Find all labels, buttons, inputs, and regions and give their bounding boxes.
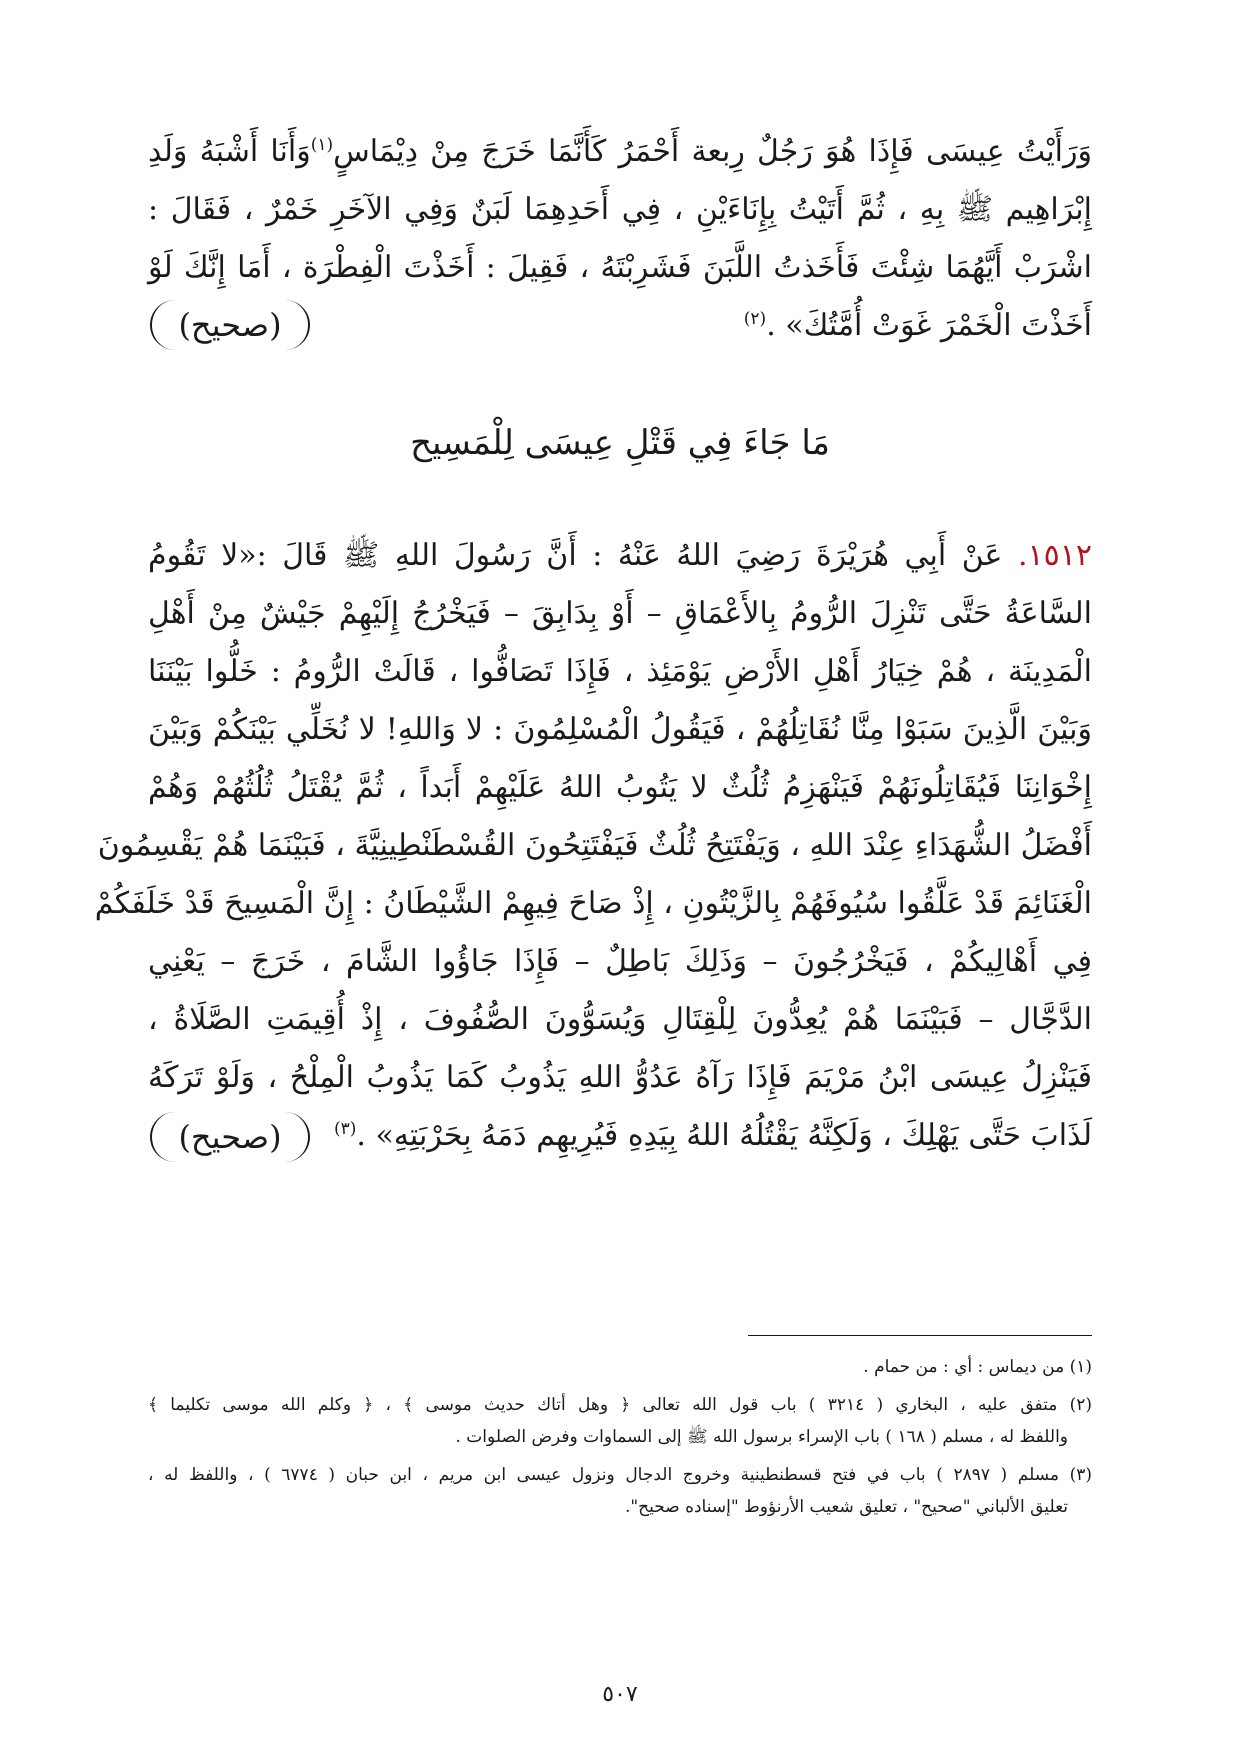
text-line: أَفْضَلُ الشُّهَدَاءِ عِنْدَ اللهِ ، وَيَفْتَتِحُ ثُلُثٌ فَيَفْتَتِحُونَ القُسْطَنْطِينِيَّةَ ، فَبَيْنَمَا هُمْ يَقْسِمُونَ [97,828,1092,863]
text-line: لَذَابَ حَتَّى يَهْلِكَ ، وَلَكِنَّهُ يَقْتُلُهُ اللهُ بِيَدِهِ فَيُرِيهِم دَمَهُ بِحَرْبَتِهِ» .$^{(٣)}$ [334,1118,1092,1153]
text-line: الْمَدِينَة ، هُمْ خِيَارُ أَهْلِ الأَرْضِ يَوْمَئِذ ، فَإِذَا تَصَافُّوا ، قَالَتْ الرُّومُ : خَلُّوا بَيْنَنَا [148,654,1092,689]
text-line: فِي أَهْالِيكُمْ ، فَيَخْرُجُونَ – وَذَلِكَ بَاطِلٌ – فَإِذَا جَاؤُوا الشَّامَ ، خَرَجَ – يَعْنِي [148,944,1092,979]
section-heading: مَا جَاءَ فِي قَتْلِ عِيسَى لِلْمَسِيح [410,423,830,463]
text-line: أَخَذْتَ الْخَمْرَ غَوَتْ أُمَّتُكَ» .$^{(٢)}$ [743,308,1092,343]
text-line: الْغَنَائِمَ قَدْ عَلَّقُوا سُيُوفَهُمْ بِالزَّيْتُونِ ، إِذْ صَاحَ فِيهِمْ الشَّيْطَانُ : إِنَّ الْمَسِيحَ قَدْ خَلَفَكُمْ [94,886,1092,921]
text-line: وَبَيْنَ الَّذِينَ سَبَوْا مِنَّا نُقَاتِلُهُمْ ، فَيَقُولُ الْمُسْلِمُونَ : لا وَاللهِ! لا نُخَلِّي بَيْنَكُمْ وَبَيْنَ [148,712,1092,747]
page-number: ٥٠٧ [602,1682,638,1707]
footnote-ref: (٢) [743,309,767,329]
hadith-number: ١٥١٢. [1018,538,1092,573]
footnote-ref: (١) [310,135,334,155]
text-line: إِخْوَانِنَا فَيُقَاتِلُونَهُمْ فَيَنْهَزِمُ ثُلُثٌ لا يَتُوبُ اللهُ عَلَيْهِمْ أَبَداً ، ثُمَّ يُقْتَلُ ثُلُثُهُمْ وَهُمْ [148,770,1092,805]
hadith-first-line: ١٥١٢. عَنْ أَبِي هُرَيْرَةَ رَضِيَ اللهُ عَنْهُ : أَنَّ رَسُولَ اللهِ ﷺ قَالَ :«لا تَقُومُ [148,538,1092,573]
footnote-ref: (٣) [334,1119,357,1139]
grade-badge: (صحيح) [150,1112,310,1162]
footnote: (٣) مسلم ( ٢٨٩٧ ) باب في فتح قسطنطينية وخروج الدجال ونزول عيسى ابن مريم ، ابن حبان ( ٦٧٧٤ ) ، واللفظ له ، [148,1465,1092,1485]
text-line: السَّاعَةُ حَتَّى تَنْزِلَ الرُّومُ بِالأَعْمَاقِ – أَوْ بِدَابِقَ – فَيَخْرُجُ إِلَيْهِمْ جَيْشٌ مِنْ أَهْلِ [148,596,1092,631]
footnote-separator [748,1335,1092,1336]
footnote-continuation: تعليق الألباني "صحيح" ، تعليق شعيب الأرنؤوط "إسناده صحيح". [624,1497,1068,1517]
text-line: فَيَنْزِلُ عِيسَى ابْنُ مَرْيَمَ فَإِذَا رَآهُ عَدُوُّ اللهِ يَذُوبُ كَمَا يَذُوبُ الْمِلْحُ ، وَلَوْ تَرَكَهُ [148,1060,1092,1095]
text-line: اشْرَبْ أَيَّهُمَا شِئْتَ فَأَخَذتُ اللَّبَنَ فَشَرِبْتَهُ ، فَقِيلَ : أَخَذْتَ الْفِطْرَة ، أَمَا إِنَّكَ لَوْ [148,250,1092,285]
footnote-continuation: واللفظ له ، مسلم ( ١٦٨ ) باب الإسراء برسول الله ﷺ إلى السماوات وفرض الصلوات . [455,1427,1068,1447]
text-line: الدَّجَّال – فَبَيْنَمَا هُمْ يُعِدُّونَ لِلْقِتَالِ وَيُسَوُّونَ الصُّفُوفَ ، إِذْ أُقِيمَتِ الصَّلَاةُ ، [148,1002,1092,1037]
grade-badge: (صحيح) [150,300,310,350]
text-line: وَرَأَيْتُ عِيسَى فَإِذَا هُوَ رَجُلٌ رِبعة أَحْمَرُ كَأَنَّمَا خَرَجَ مِنْ دِيْمَاسٍ$^{(١)}$وَأَنَا أَشْبَهُ وَلَدِ [148,134,1092,169]
text-line: إِبْرَاهِيم ﷺ بِهِ ، ثُمَّ أَتَيْتُ بِإِنَاءَيْنِ ، فِي أَحَدِهِمَا لَبَنٌ وَفِي الآخَرِ خَمْرٌ ، فَقَالَ : [148,192,1092,227]
footnote: (١) من ديماس : أي : من حمام . [863,1357,1092,1377]
footnote: (٢) متفق عليه ، البخاري ( ٣٢١٤ ) باب قول الله تعالى ﴿ وهل أتاك حديث موسى ﴾ ، ﴿ وكلم الله موسى تكليما ﴾ [148,1395,1093,1415]
